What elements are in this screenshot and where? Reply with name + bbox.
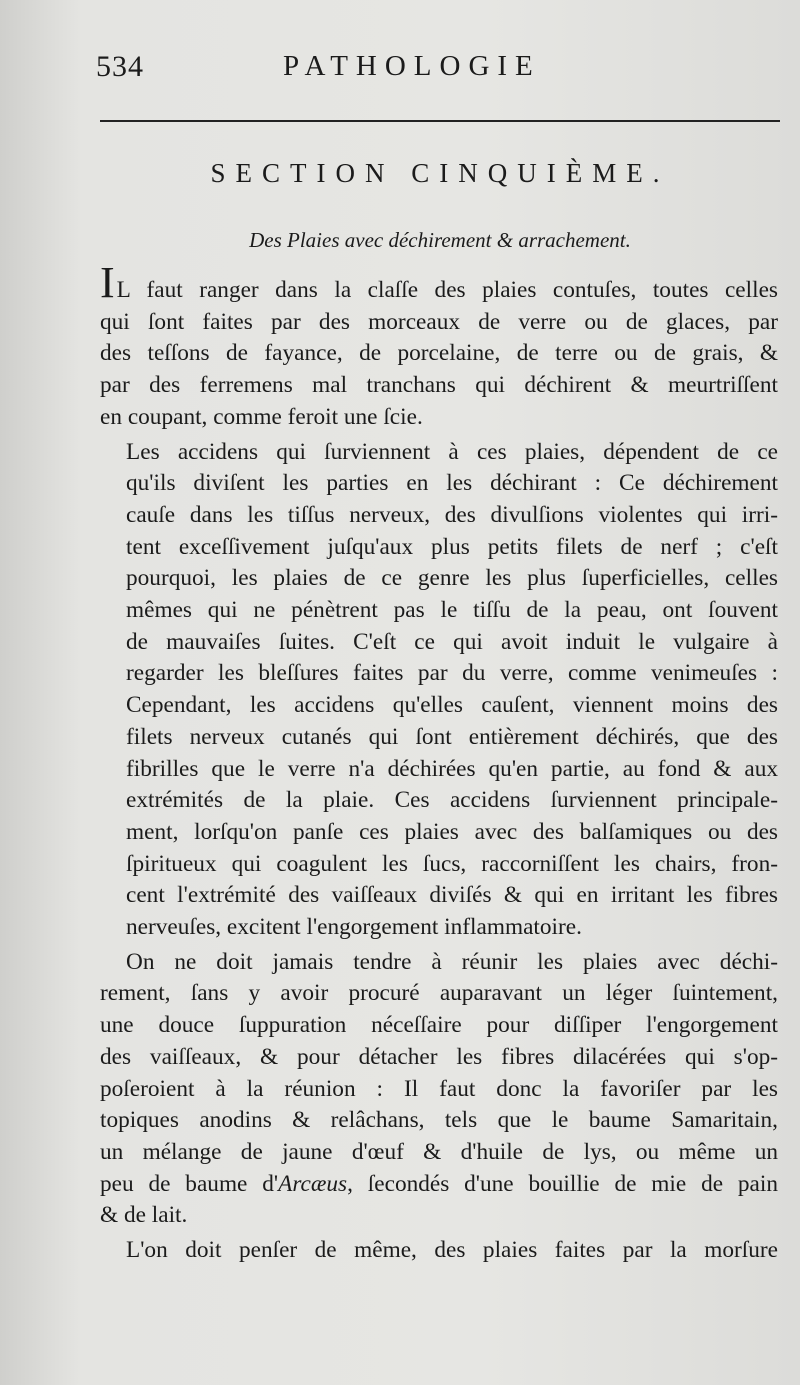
text-line: une douce ſuppuration néceſſaire pour diſſiper l'engorgement	[100, 1012, 778, 1039]
section-subtitle: Des Plaies avec déchirement & arrachement.	[249, 228, 631, 252]
text-line: des vaiſſeaux, & pour détacher les fibres dilacérées qui s'op-	[100, 1043, 778, 1070]
text-line: qu'ils diviſent les parties en les déchirant : Ce déchirement	[126, 470, 778, 497]
text-line: filets nerveux cutanés qui ſont entièrement déchirés, que des	[126, 723, 778, 750]
page-number: 534	[96, 50, 144, 83]
running-title: PATHOLOGIE	[283, 50, 541, 82]
running-head	[0, 50, 800, 90]
body-text	[100, 258, 779, 1267]
text-line: tent exceſſivement juſqu'aux plus petits filets de nerf ; c'eſt	[126, 533, 778, 560]
text-line: ſpiritueux qui coagulent les ſucs, raccorniſſent les chairs, fron-	[126, 850, 778, 877]
paragraph-4	[100, 1235, 778, 1267]
text-line: de mauvaiſes ſuites. C'eſt ce qui avoit induit le vulgaire à	[126, 628, 778, 655]
text-line: des teſſons de fayance, de porcelaine, de terre ou de grais, &	[100, 340, 778, 367]
paragraph-1	[100, 258, 778, 434]
text-line: cauſe dans les tiſſus nerveux, des divulſions violentes qui irri-	[126, 501, 778, 528]
text-line: rement, ſans y avoir procuré auparavant un léger ſuintement,	[100, 980, 778, 1007]
text-line: peu de baume d'Arcæus, ſecondés d'une bouillie de mie de pain	[100, 1170, 779, 1197]
text-line: & de lait.	[100, 1202, 188, 1229]
text-line: L'on doit penſer de même, des plaies faites par la morſure	[126, 1237, 778, 1264]
text-line: en coupant, comme feroit une ſcie.	[100, 403, 423, 430]
text-line: qui ſont faites par des morceaux de verre ou de glaces, par	[100, 308, 778, 335]
drop-cap: I	[100, 258, 115, 307]
text-line: un mélange de jaune d'œuf & d'huile de lys, ou même un	[100, 1138, 778, 1165]
text-line: mêmes qui ne pénètrent pas le tiſſu de la peau, ont ſouvent	[126, 597, 778, 624]
text-line: pourquoi, les plaies de ce genre les plus ſuperficielles, celles	[126, 565, 778, 592]
text-line: topiques anodins & relâchans, tels que le baume Samaritain,	[100, 1107, 778, 1134]
text-line: Cependant, les accidens qu'elles cauſent, viennent moins des	[126, 692, 778, 719]
text-line: On ne doit jamais tendre à réunir les plaies avec déchi-	[126, 948, 778, 975]
text-line: fibrilles que le verre n'a déchirées qu'en partie, au fond & aux	[126, 755, 778, 782]
text-line: ment, lorſqu'on panſe ces plaies avec des balſamiques ou des	[126, 818, 778, 845]
text-line: par des ferremens mal tranchans qui déchirent & meurtriſſent	[100, 372, 778, 399]
paragraph-2	[100, 437, 778, 944]
text-line: extrémités de la plaie. Ces accidens ſurviennent principale-	[126, 787, 778, 814]
text-line: nerveuſes, excitent l'engorgement inflammatoire.	[126, 914, 582, 941]
arcaeus-italic: Arcæus	[278, 1170, 348, 1197]
section-title: SECTION CINQUIÈME.	[210, 158, 670, 188]
paragraph-3	[100, 947, 778, 1232]
text-line: poſeroient à la réunion : Il faut donc la favoriſer par les	[100, 1075, 778, 1102]
text-line: regarder les bleſſures faites par du verre, comme venimeuſes :	[126, 660, 778, 687]
header-rule	[100, 120, 780, 122]
text-line: IL faut ranger dans la claſſe des plaies contuſes, toutes celles	[100, 258, 778, 307]
text-line: Les accidens qui ſurviennent à ces plaies, dépendent de ce	[126, 438, 778, 465]
text-line: cent l'extrémité des vaiſſeaux diviſés & qui en irritant les fibres	[126, 882, 778, 909]
